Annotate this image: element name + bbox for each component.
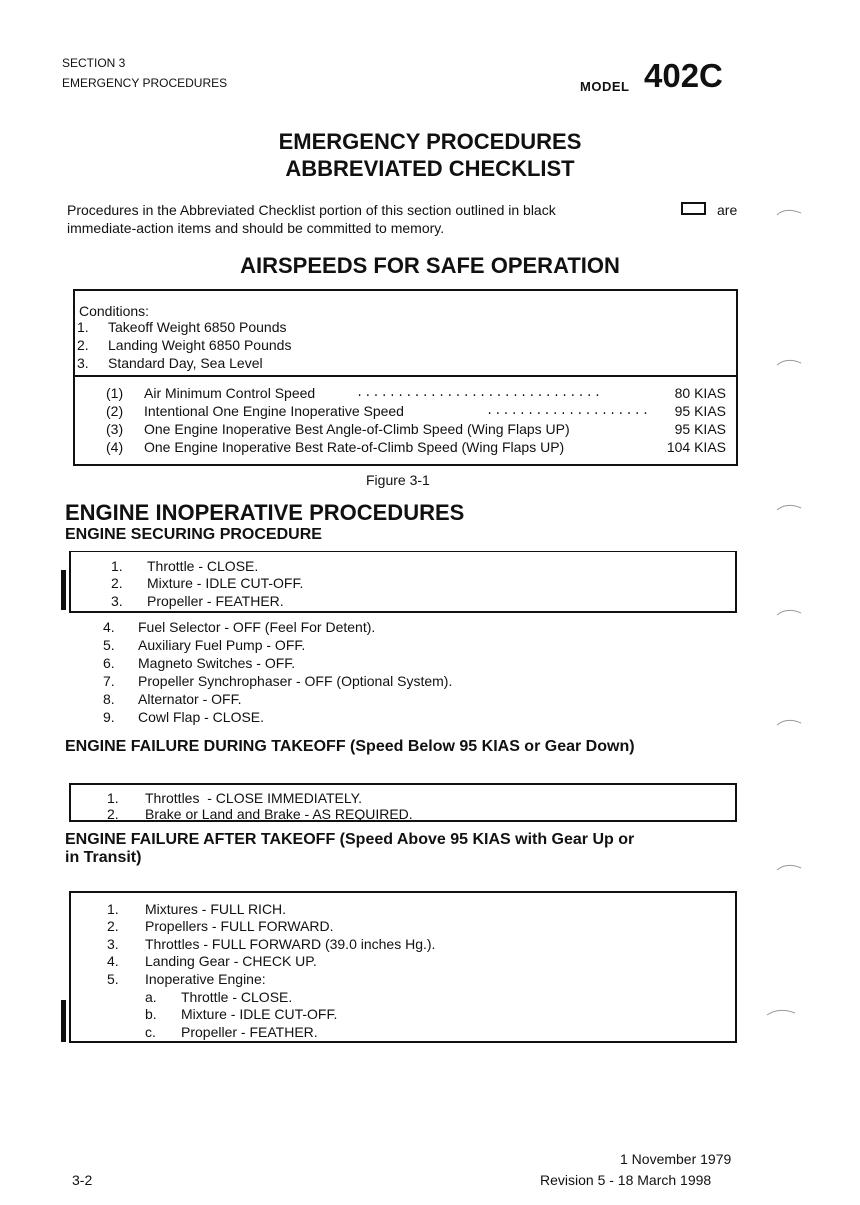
condition-item [77,318,287,336]
step-text: Propellers - FULL FORWARD. [145,918,334,934]
condition-num: 3. [77,355,89,371]
substep-text: Propeller - FEATHER. [181,1024,318,1040]
step-num: 8. [103,691,115,707]
takeoff-above-item [107,917,334,935]
step-text: Mixtures - FULL RICH. [145,901,287,917]
speed-value: 95 KIAS [674,421,726,437]
securing-steps [103,618,453,726]
airspeeds-heading: AIRSPEEDS FOR SAFE OPERATION [240,253,620,278]
scan-mark-icon [775,860,805,874]
takeoff-above-subitem [145,1023,318,1041]
takeoff-above-heading-line1: ENGINE FAILURE AFTER TAKEOFF (Speed Above 95 KIAS with Gear Up or [65,831,635,848]
securing-boxed-item [111,574,304,592]
step-text: Inoperative Engine: [145,971,266,987]
speed-value: 95 KIAS [674,403,726,419]
speed-row [106,402,726,420]
securing-box [69,551,737,613]
intro-text-line2: immediate-action items and should be committed to memory. [67,220,445,236]
condition-item [77,354,263,372]
securing-step [103,690,242,708]
step-num: 1. [107,790,119,806]
securing-step [103,708,265,726]
takeoff-above-box [69,891,737,1043]
condition-num: 2. [77,337,89,353]
speed-text: Air Minimum Control Speed [144,385,316,401]
scan-mark-icon [775,715,805,729]
section-subtitle: EMERGENCY PROCEDURES [62,76,228,90]
footer-date: 1 November 1979 [620,1151,732,1167]
securing-boxed-item [111,557,259,575]
page-title-line1: EMERGENCY PROCEDURES [278,129,582,154]
step-num: 3. [107,936,119,952]
step-text: Landing Gear - CHECK UP. [145,953,317,969]
securing-step [103,672,453,690]
step-num: 6. [103,655,115,671]
scan-mark-icon [775,500,805,514]
step-text: Cowl Flap - CLOSE. [138,709,265,725]
step-num: 7. [103,673,115,689]
condition-text: Takeoff Weight 6850 Pounds [108,319,287,335]
speed-num: (3) [106,421,124,437]
scan-mark-icon [775,355,805,369]
takeoff-below-box [69,783,737,822]
securing-step [103,618,376,636]
figure-caption: Figure 3-1 [366,472,430,488]
takeoff-above-item [107,935,436,953]
step-num: 1. [111,558,123,574]
step-text: Throttle - CLOSE. [147,558,259,574]
substep-letter: c. [145,1024,156,1040]
step-text: Magneto Switches - OFF. [138,655,296,671]
step-text: Mixture - IDLE CUT-OFF. [147,575,304,591]
section-label: SECTION 3 [62,56,126,70]
speed-row [106,438,726,456]
step-num: 9. [103,709,115,725]
step-text: Auxiliary Fuel Pump - OFF. [138,637,306,653]
scan-mark-icon [775,605,805,619]
speed-leader-dots: .................... [486,404,651,418]
step-num: 3. [111,593,123,609]
takeoff-above-heading-line2: in Transit) [65,849,142,866]
speed-leader-dots: .............................. [356,386,603,400]
takeoff-above-item [107,900,287,918]
step-text: Throttles - FULL FORWARD (39.0 inches Hg.). [145,936,436,952]
step-num: 2. [107,806,119,822]
takeoff-above-subitem [145,1005,338,1023]
speed-num: (4) [106,439,124,455]
takeoff-above-item [107,970,266,988]
speed-num: (2) [106,403,124,419]
takeoff-above-subitem [145,988,293,1006]
step-num: 4. [107,953,119,969]
black-outline-box-icon [681,202,706,215]
step-text: Alternator - OFF. [138,691,242,707]
speed-value: 80 KIAS [674,385,726,401]
engine-inop-heading: ENGINE INOPERATIVE PROCEDURES [65,500,465,525]
substep-letter: b. [145,1006,157,1022]
footer-revision: Revision 5 - 18 March 1998 [540,1172,712,1188]
step-text: Propeller - FEATHER. [147,593,284,609]
securing-step [103,654,296,672]
takeoff-below-item [107,805,413,823]
scan-mark-icon [775,205,805,219]
speed-row [106,384,726,402]
speed-text: One Engine Inoperative Best Rate-of-Climb Speed (Wing Flaps UP) [144,439,565,455]
speed-text: One Engine Inoperative Best Angle-of-Climb Speed (Wing Flaps UP) [144,421,570,437]
step-text: Brake or Land and Brake - AS REQUIRED. [145,806,413,822]
conditions-divider [75,375,736,377]
condition-text: Landing Weight 6850 Pounds [108,337,292,353]
speed-num: (1) [106,385,124,401]
change-bar [61,1000,66,1042]
condition-item [77,336,292,354]
step-num: 2. [107,918,119,934]
model-number: 402C [644,57,723,94]
step-num: 1. [107,901,119,917]
speed-row [106,420,726,438]
securing-step [103,636,306,654]
step-num: 5. [107,971,119,987]
substep-letter: a. [145,989,157,1005]
step-text: Propeller Synchrophaser - OFF (Optional System). [138,673,453,689]
conditions-label: Conditions: [79,303,150,319]
change-bar [61,570,66,610]
condition-text: Standard Day, Sea Level [108,355,263,371]
page-title-line2: ABBREVIATED CHECKLIST [285,156,575,181]
step-num: 5. [103,637,115,653]
intro-text-are: are [717,202,738,218]
step-text: Fuel Selector - OFF (Feel For Detent). [138,619,376,635]
airspeeds-box [73,289,738,466]
securing-boxed-item [111,592,284,610]
scan-mark-icon [765,1005,799,1019]
step-num: 4. [103,619,115,635]
speed-text: Intentional One Engine Inoperative Speed [144,403,404,419]
takeoff-above-item [107,952,317,970]
page-number: 3-2 [72,1172,93,1188]
step-text: Throttles - CLOSE IMMEDIATELY. [145,790,363,806]
speed-value: 104 KIAS [666,439,726,455]
model-label: MODEL [580,79,630,94]
step-num: 2. [111,575,123,591]
substep-text: Throttle - CLOSE. [181,989,293,1005]
takeoff-below-heading: ENGINE FAILURE DURING TAKEOFF (Speed Below 95 KIAS or Gear Down) [65,738,635,755]
condition-num: 1. [77,319,89,335]
securing-heading: ENGINE SECURING PROCEDURE [65,526,322,543]
substep-text: Mixture - IDLE CUT-OFF. [181,1006,338,1022]
intro-text-line1: Procedures in the Abbreviated Checklist portion of this section outlined in black [67,202,556,218]
